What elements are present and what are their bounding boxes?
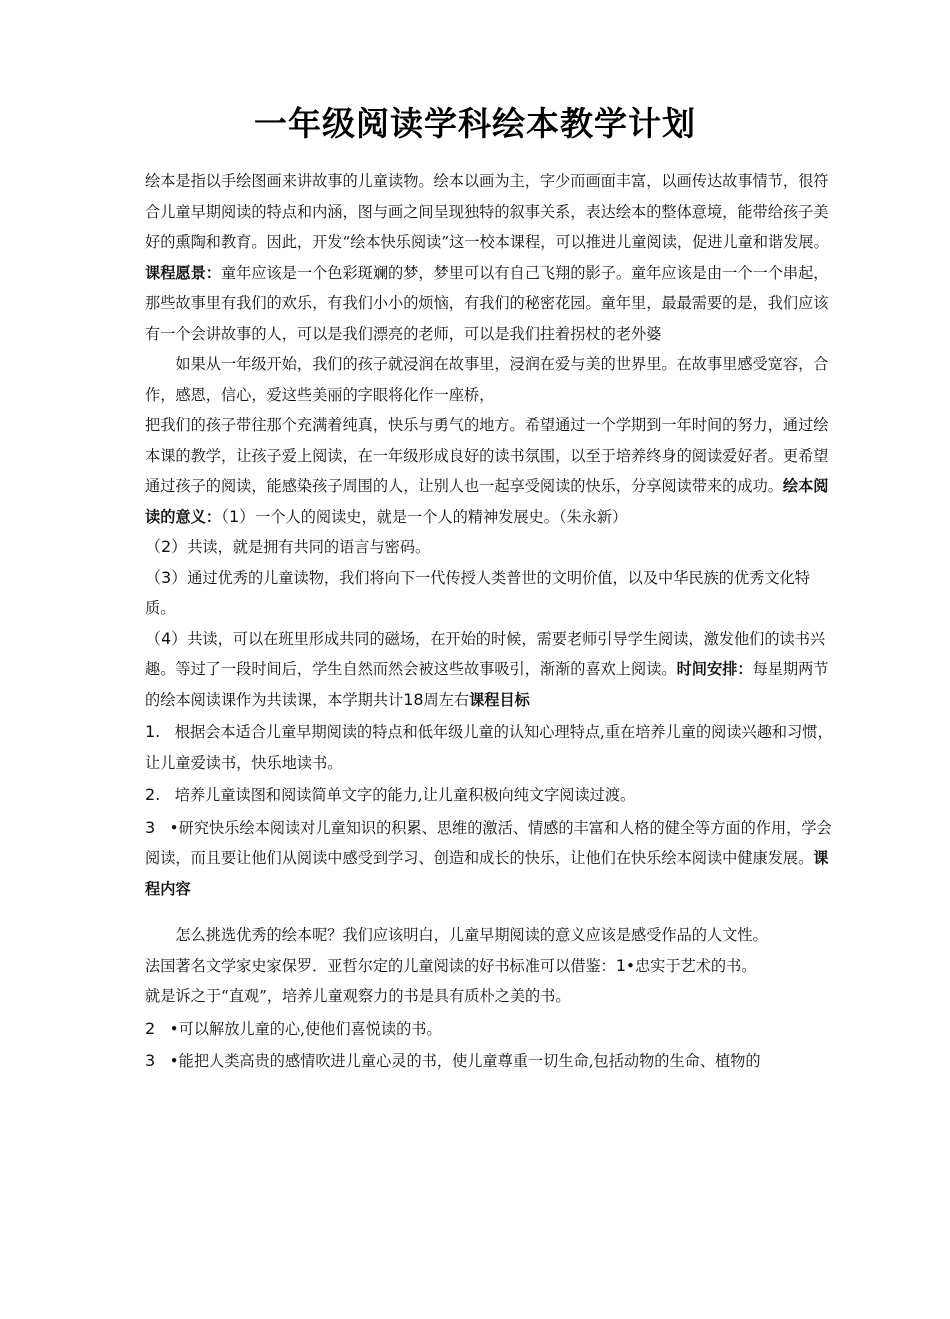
page-title: 一年级阅读学科绘本教学计划 <box>254 104 696 143</box>
meaning-1-number: （1） <box>220 506 256 526</box>
content-paragraph-3: 就是诉之于“直观”，培养儿童观察力的书是具有质朴之美的书。 <box>145 987 571 1005</box>
meaning-4-text: 共读，可以在班里形成共同的磁场，在开始的时候，需要老师引导学生阅读，激发他们的读书兴趣。等过了一段时间后，学生自然而然会被这些故事吸引，渐渐的喜欢上阅读。 <box>145 629 826 678</box>
standard-2 <box>145 1014 835 1045</box>
goal-1-text: 根据会本适合儿童早期阅读的特点和低年级儿童的认知心理特点,重在培养儿童的阅读兴趣和习惯，让儿童爱读书，快乐地读书。 <box>145 723 833 772</box>
meaning-3-text: 通过优秀的儿童读物，我们将向下一代传授人类普世的文明价值，以及中华民族的优秀文化特质。 <box>145 568 810 617</box>
content-2-number: 1 <box>615 955 626 975</box>
goal-3 <box>145 813 835 905</box>
paragraph-start: 如果从一年级开始，我们的孩子就浸润在故事里，浸润在爱与美的世界里。在故事里感受宽容，合作，感恩，信心，爱这些美丽的字眼将化作一座桥， <box>145 355 829 404</box>
standard-2-text: •可以解放儿童的心,使他们喜悦读的书。 <box>169 1019 442 1038</box>
heading-vision: 课程愿景： <box>145 263 221 282</box>
heading-content: 课程内容 <box>145 849 829 898</box>
standard-3-text: •能把人类高贵的感情吹进儿童心灵的书，使儿童尊重一切生命,包括动物的生命、植物的 <box>169 1052 761 1070</box>
meaning-2-text: 共读，就是拥有共同的语言与密码。 <box>187 538 431 556</box>
standard-2-number: 2 <box>145 1018 156 1038</box>
meaning-2 <box>145 532 835 563</box>
meaning-2-number: （2） <box>145 537 188 556</box>
goal-2-number: 2. <box>145 785 161 804</box>
document-body <box>145 166 835 1077</box>
time-text-a: 每星期两节的绘本阅读课作为共读课，本学期共计 <box>145 660 829 709</box>
heading-meaning: 绘本阅读的意义： <box>145 477 829 526</box>
goal-1 <box>145 717 835 778</box>
standard-3-number: 3 <box>145 1051 156 1070</box>
content-paragraph-1: 怎么挑选优秀的绘本呢？我们应该明白，儿童早期阅读的意义应该是感受作品的人文性。 <box>175 926 768 944</box>
heading-time: 时间安排： <box>676 660 753 678</box>
content-2-text-a: 法国著名文学家史家保罗．亚哲尔定的儿童阅读的好书标准可以借鉴： <box>145 956 616 975</box>
content-2-text-b: •忠实于艺术的书。 <box>626 956 757 975</box>
meaning-1-text: 一个人的阅读史，就是一个人的精神发展史。（朱永新） <box>255 507 628 526</box>
content-paragraph-2 <box>145 951 835 982</box>
heading-goals: 课程目标 <box>469 690 530 709</box>
time-text-b: 周左右 <box>423 690 470 709</box>
goal-3-number: 3 <box>145 817 156 837</box>
meaning-3 <box>145 563 835 624</box>
meaning-4 <box>145 624 835 716</box>
goal-2-text: 培养儿童读图和阅读简单文字的能力,让儿童积极向纯文字阅读过渡。 <box>174 786 636 804</box>
intro-text: 绘本是指以手绘图画来讲故事的儿童读物。绘本以画为主，字少而画面丰富，以画传达故事情节，很符合儿童早期阅读的特点和内涵，图与画之间呈现独特的叙事关系，表达绘本的整体意境，能带给孩子美好的熏陶和教育。因此，开发“绘本快乐阅读”这一校本课程，可以推进儿童阅读，促进儿童和谐发展。 <box>145 172 829 251</box>
standard-3 <box>145 1046 835 1077</box>
goal-3-text: •研究快乐绘本阅读对儿童知识的积累、思维的激活、情感的丰富和人格的健全等方面的作用，学会阅读，而且要让他们从阅读中感受到学习、创造和成长的快乐，让他们在快乐绘本阅读中健康发展。 <box>145 818 832 867</box>
goal-1-number: 1. <box>145 722 161 741</box>
goal-2 <box>145 780 835 811</box>
paragraph-intro <box>145 166 835 349</box>
hope-text: 把我们的孩子带往那个充满着纯真，快乐与勇气的地方。希望通过一个学期到一年时间的努力，通过绘本课的教学，让孩子爱上阅读，在一年级形成良好的读书氛围，以至于培养终身的阅读爱好者。更希望通过孩子的阅读，能感染孩子周围的人，让别人也一起享受阅读的快乐，分享阅读带来的成功。 <box>145 416 829 495</box>
vision-text: 童年应该是一个色彩斑斓的梦，梦里可以有自己飞翔的影子。童年应该是由一个一个串起，那些故事里有我们的欢乐，有我们小小的烦恼，有我们的秘密花园。童年里，最最需要的是，我们应该有一个会讲故事的人，可以是我们漂亮的老师，可以是我们拄着拐杖的老外婆 <box>145 263 829 343</box>
meaning-3-number: （3） <box>145 567 188 587</box>
meaning-4-number: （4） <box>145 628 188 648</box>
time-weeks: 18 <box>403 689 424 709</box>
paragraph-hope <box>145 410 835 532</box>
